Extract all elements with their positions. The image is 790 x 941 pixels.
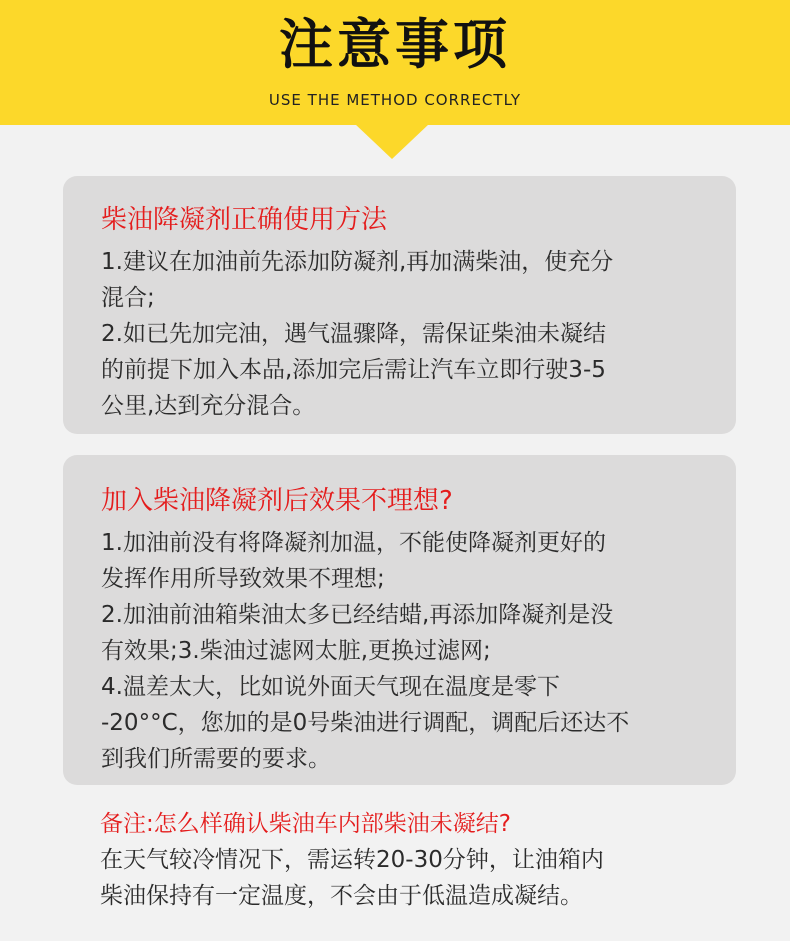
usage-method-line: 公里,达到充分混合。 [101,393,316,419]
poor-effect-title: 加入柴油降凝剂后效果不理想? [101,486,453,516]
page-subtitle: USE THE METHOD CORRECTLY [268,91,522,109]
note-line: 在天气较冷情况下，需运转20-30分钟，让油箱内 [100,847,604,873]
note-title: 备注:怎么样确认柴油车内部柴油未凝结? [100,811,511,837]
usage-method-line: 1.建议在加油前先添加防凝剂,再加满柴油，使充分 [101,249,614,275]
page-title: 注意事项 [279,13,511,76]
usage-method-text [101,244,698,424]
usage-method-line: 混合; [101,285,155,311]
poor-effect-line: 4.温差太大，比如说外面天气现在温度是零下 [101,674,560,700]
poor-effect-line: -20°°C，您加的是0号柴油进行调配，调配后还达不 [101,710,630,736]
poor-effect-line: 2.加油前油箱柴油太多已经结蜡,再添加降凝剂是没 [101,602,614,628]
note-text [100,842,740,914]
poor-effect-line: 1.加油前没有将降凝剂加温，不能使降凝剂更好的 [101,530,606,556]
poor-effect-line: 有效果;3.柴油过滤网太脏,更换过滤网; [101,638,491,664]
usage-method-title: 柴油降凝剂正确使用方法 [101,205,388,235]
note-line: 柴油保持有一定温度，不会由于低温造成凝结。 [100,883,583,909]
poor-effect-card [63,455,736,785]
usage-method-line: 2.如已先加完油，遇气温骤降，需保证柴油未凝结 [101,321,606,347]
banner-pointer-arrow [355,124,429,159]
poor-effect-text [101,525,698,777]
note-section [100,806,740,914]
usage-method-card [63,176,736,434]
poor-effect-line: 发挥作用所导致效果不理想; [101,566,385,592]
usage-method-line: 的前提下加入本品,添加完后需让汽车立即行驶3-5 [101,357,606,383]
poor-effect-line: 到我们所需要的要求。 [101,746,331,772]
